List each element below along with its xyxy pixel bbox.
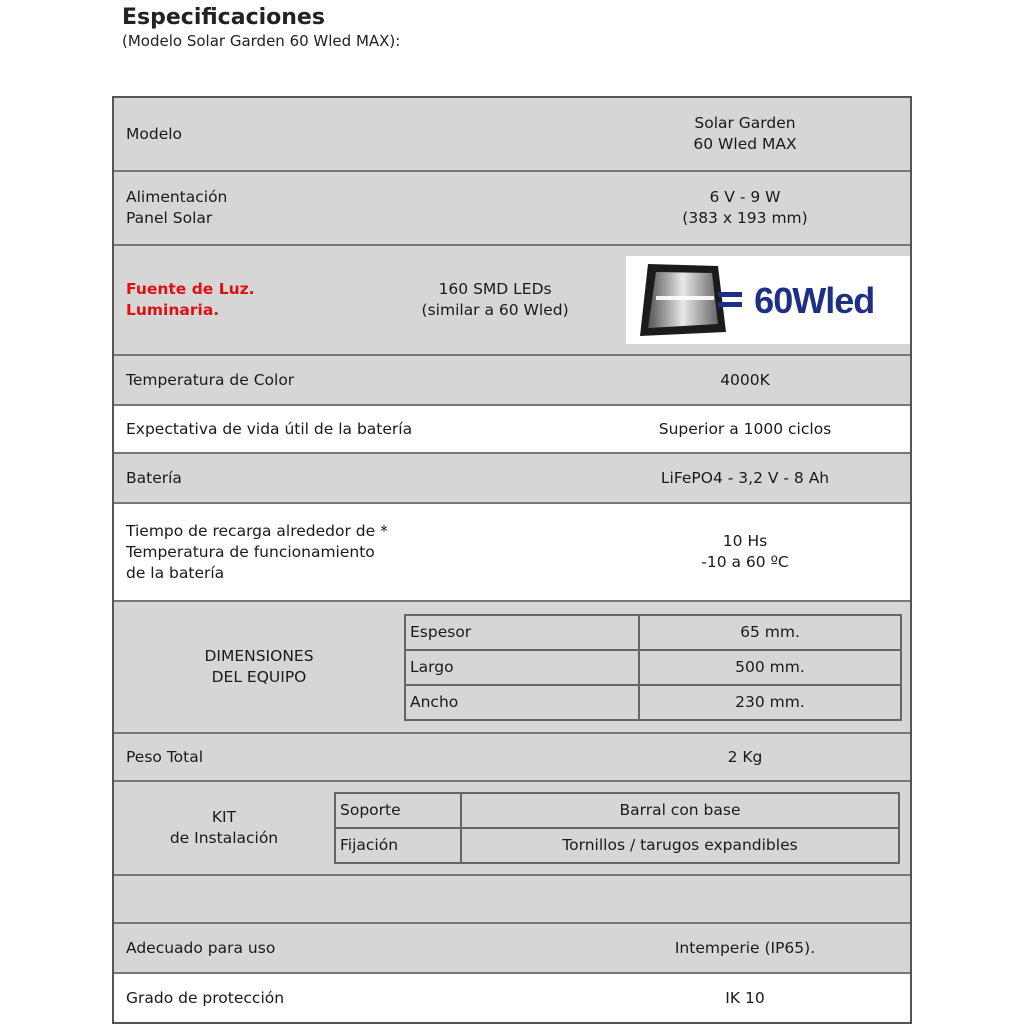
led-equivalence-badge xyxy=(626,256,910,344)
row-label: Batería xyxy=(126,468,182,487)
row-alimentacion xyxy=(114,172,910,246)
label-line: Temperatura de funcionamiento xyxy=(126,542,375,561)
subtable-row xyxy=(405,650,901,685)
dimension-value: 230 mm. xyxy=(639,685,901,720)
row-value xyxy=(580,187,910,229)
kit-item-value: Tornillos / tarugos expandibles xyxy=(461,828,899,863)
dimension-name: Espesor xyxy=(405,615,639,650)
subtable-row xyxy=(335,828,899,863)
value-line: 6 V - 9 W xyxy=(709,188,781,206)
row-fuente-de-luz xyxy=(114,246,910,356)
row-value xyxy=(580,113,910,155)
row-value: IK 10 xyxy=(725,988,765,1007)
row-value: 4000K xyxy=(720,370,770,389)
value-line: (similar a 60 Wled) xyxy=(421,301,569,319)
row-value: 2 Kg xyxy=(727,747,763,766)
subtable-row xyxy=(335,793,899,828)
dimension-name: Ancho xyxy=(405,685,639,720)
kit-item-name: Soporte xyxy=(335,793,461,828)
dimensions-subtable xyxy=(404,614,902,721)
kit-subtable xyxy=(334,792,900,864)
value-line: Solar Garden xyxy=(694,114,796,132)
row-dimensiones xyxy=(114,602,910,734)
row-value xyxy=(376,279,614,321)
page-title: Especificaciones xyxy=(122,5,325,30)
label-line: DEL EQUIPO xyxy=(211,668,307,686)
value-line: (383 x 193 mm) xyxy=(682,209,808,227)
label-line: DIMENSIONES xyxy=(204,647,314,665)
dimension-value: 500 mm. xyxy=(639,650,901,685)
page-subtitle: (Modelo Solar Garden 60 Wled MAX): xyxy=(122,32,401,50)
subtable-row xyxy=(405,685,901,720)
row-value xyxy=(580,531,910,573)
kit-item-value: Barral con base xyxy=(461,793,899,828)
row-value: LiFePO4 - 3,2 V - 8 Ah xyxy=(660,468,830,487)
subtable-row xyxy=(405,615,901,650)
value-line: 10 Hs xyxy=(722,532,768,550)
kit-item-name: Fijación xyxy=(335,828,461,863)
row-empty xyxy=(114,876,910,924)
dimension-name: Largo xyxy=(405,650,639,685)
spec-table xyxy=(112,96,912,1024)
label-line: de Instalación xyxy=(169,829,279,847)
badge-label: 60Wled xyxy=(754,279,875,321)
label-line: Luminaria. xyxy=(126,301,220,319)
row-label: Expectativa de vida útil de la batería xyxy=(126,419,413,438)
page-header xyxy=(122,4,400,50)
row-vida-util xyxy=(114,406,910,454)
row-label xyxy=(114,521,580,584)
row-label: Modelo xyxy=(126,124,183,143)
row-label xyxy=(114,646,404,688)
floodlight-icon xyxy=(626,258,746,342)
row-value: Intemperie (IP65). xyxy=(674,938,816,957)
row-recarga xyxy=(114,504,910,602)
row-value: Superior a 1000 ciclos xyxy=(658,419,832,438)
label-line: KIT xyxy=(211,808,237,826)
row-label xyxy=(114,187,580,229)
row-label: Adecuado para uso xyxy=(126,938,276,957)
row-label: Grado de protección xyxy=(126,988,285,1007)
label-line: Alimentación xyxy=(126,188,228,206)
row-adecuado-uso xyxy=(114,924,910,974)
value-line: -10 a 60 ºC xyxy=(701,553,789,571)
label-line: Panel Solar xyxy=(126,209,213,227)
value-line: 60 Wled MAX xyxy=(693,135,797,153)
row-label: Temperatura de Color xyxy=(126,370,295,389)
row-label: Peso Total xyxy=(126,747,204,766)
row-label xyxy=(114,279,376,321)
label-line: Tiempo de recarga alrededor de * xyxy=(126,521,388,540)
row-grado-proteccion xyxy=(114,974,910,1022)
row-bateria xyxy=(114,454,910,504)
row-modelo xyxy=(114,98,910,172)
row-peso xyxy=(114,734,910,782)
dimension-value: 65 mm. xyxy=(639,615,901,650)
label-line: de la batería xyxy=(126,563,225,582)
row-kit-instalacion xyxy=(114,782,910,876)
value-line: 160 SMD LEDs xyxy=(438,280,552,298)
row-temperatura-color xyxy=(114,356,910,406)
label-line: Fuente de Luz. xyxy=(126,280,255,298)
row-label xyxy=(114,807,334,849)
